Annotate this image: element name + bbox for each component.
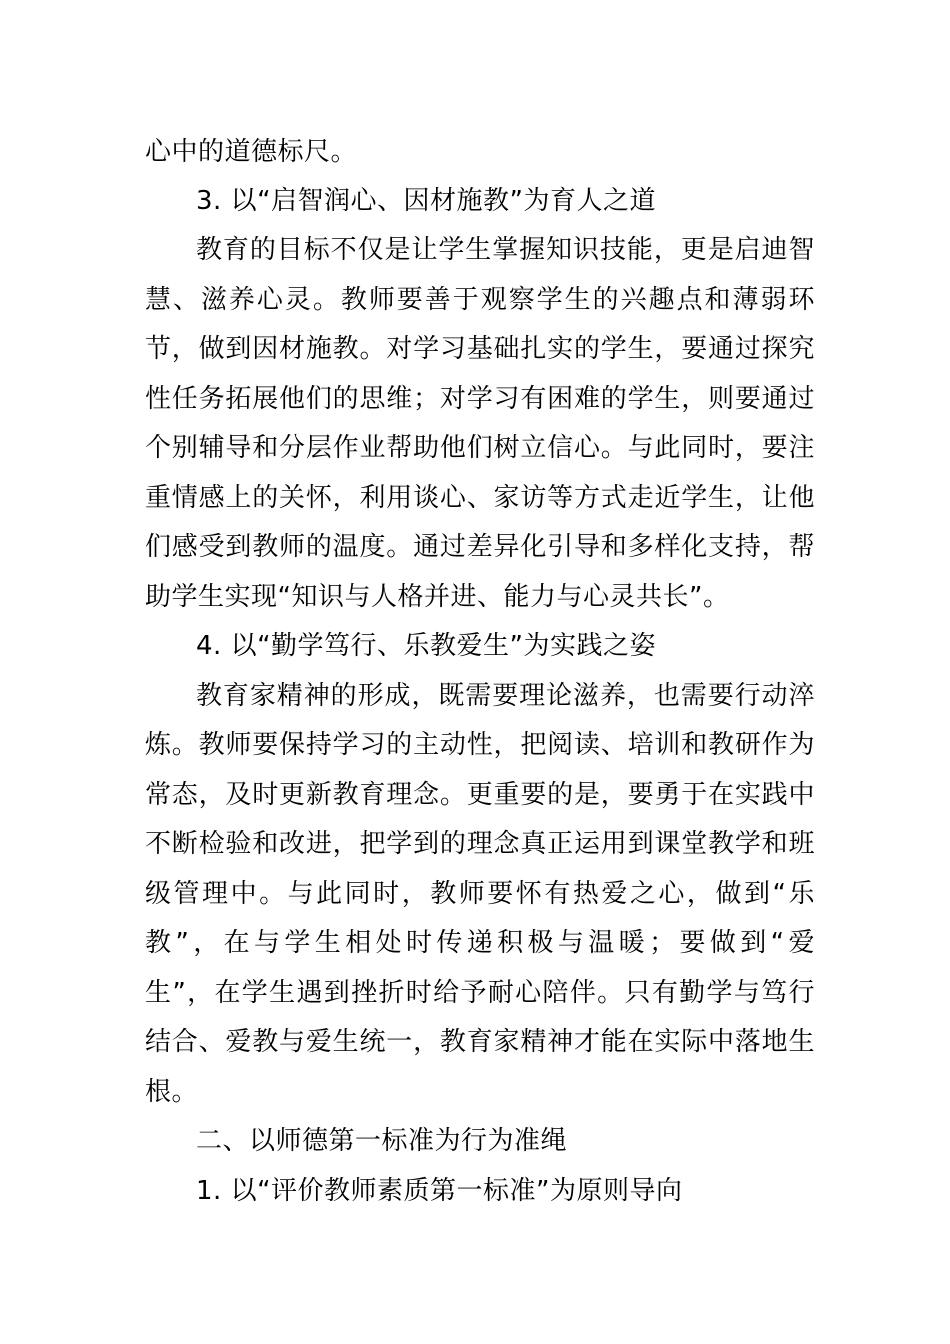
text-line: 根。 xyxy=(145,1077,199,1107)
text-line: 个别辅导和分层作业帮助他们树立信心。与此同时，要注 xyxy=(145,433,815,463)
text-line: 助学生实现“知识与人格并进、能力与心灵共长”。 xyxy=(145,582,730,612)
section-heading-1: 1. 以“评价教师素质第一标准”为原则导向 xyxy=(196,1176,683,1206)
text-line: 慧、滋养心灵。教师要善于观察学生的兴趣点和薄弱环 xyxy=(145,285,815,315)
text-line: 重情感上的关怀，利用谈心、家访等方式走近学生，让他 xyxy=(145,483,815,513)
text-line: 结合、爱教与爱生统一，教育家精神才能在实际中落地生 xyxy=(145,1027,815,1057)
text-line: 性任务拓展他们的思维；对学习有困难的学生，则要通过 xyxy=(145,384,815,414)
text-line: 教育的目标不仅是让学生掌握知识技能，更是启迪智 xyxy=(196,235,815,265)
text-line: 教育家精神的形成，既需要理论滋养，也需要行动淬 xyxy=(196,681,815,711)
text-line: 心中的道德标尺。 xyxy=(145,137,358,167)
section-heading-4: 4. 以“勤学笃行、乐教爱生”为实践之姿 xyxy=(196,631,657,661)
text-line: 常态，及时更新教育理念。更重要的是，要勇于在实践中 xyxy=(145,780,815,810)
text-line: 炼。教师要保持学习的主动性，把阅读、培训和教研作为 xyxy=(145,730,815,760)
text-line: 教”，在与学生相处时传递积极与温暖；要做到“爱 xyxy=(145,928,815,958)
text-line: 不断检验和改进，把学到的理念真正运用到课堂教学和班 xyxy=(145,829,815,859)
text-line: 节，做到因材施教。对学习基础扎实的学生，要通过探究 xyxy=(145,334,815,364)
text-line: 级管理中。与此同时，教师要怀有热爱之心，做到“乐 xyxy=(145,879,815,909)
chapter-heading-2: 二、以师德第一标准为行为准绳 xyxy=(196,1126,568,1156)
text-line: 们感受到教师的温度。通过差异化引导和多样化支持，帮 xyxy=(145,532,815,562)
text-line: 生”，在学生遇到挫折时给予耐心陪伴。只有勤学与笃行 xyxy=(145,978,815,1008)
section-heading-3: 3. 以“启智润心、因材施教”为育人之道 xyxy=(196,186,657,216)
